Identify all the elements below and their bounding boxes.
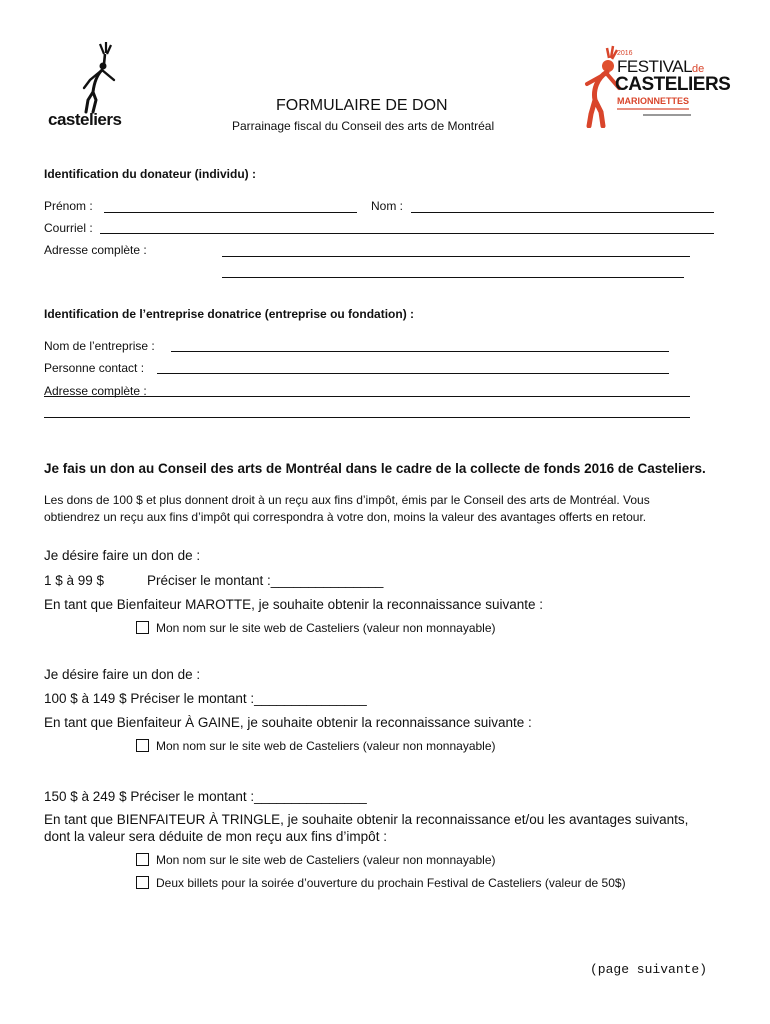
- puppet-icon: [44, 40, 124, 114]
- logo-text: casteliers: [48, 110, 122, 129]
- firstname-label: Prénom :: [44, 199, 93, 213]
- festival-sub: MARIONNETTES: [617, 96, 689, 106]
- donor-heading: Identification du donateur (individu) :: [44, 167, 256, 181]
- lastname-field[interactable]: [411, 212, 714, 213]
- tier3-option2-label: Deux billets pour la soirée d’ouverture du prochain Festival de Casteliers (valeur de 50$): [156, 876, 626, 890]
- info-paragraph-1: Les dons de 100 $ et plus donnent droit à un reçu aux fins d’impôt, émis par le Conseil des arts de Montréal. Vous: [44, 493, 650, 507]
- page-subtitle: Parrainage fiscal du Conseil des arts de Montréal: [232, 119, 495, 133]
- contact-label: Personne contact :: [44, 361, 145, 375]
- tier1-range: 1 $ à 99 $: [44, 573, 105, 588]
- lastname-label: Nom :: [371, 199, 404, 213]
- tier3-amount-field[interactable]: 150 $ à 249 $ Préciser le montant :_______________: [44, 789, 367, 804]
- email-label: Courriel :: [44, 221, 93, 235]
- tier2-recognition: En tant que Bienfaiteur À GAINE, je souhaite obtenir la reconnaissance suivante :: [44, 715, 532, 730]
- casteliers-logo: [44, 40, 124, 132]
- tier3-option1-checkbox[interactable]: [136, 853, 149, 866]
- tier2-option1-checkbox[interactable]: [136, 739, 149, 752]
- tier1-option1-label: Mon nom sur le site web de Casteliers (valeur non monnayable): [156, 621, 496, 635]
- tier1-wish: Je désire faire un don de :: [44, 548, 201, 563]
- company-address-field-2[interactable]: [44, 417, 690, 418]
- page-title: FORMULAIRE DE DON: [276, 97, 448, 114]
- tier2-amount-field[interactable]: 100 $ à 149 $ Préciser le montant :_______________: [44, 691, 367, 706]
- address-label: Adresse complète :: [44, 243, 147, 257]
- tier2-wish: Je désire faire un don de :: [44, 667, 201, 682]
- next-page-note: (page suivante): [590, 962, 708, 977]
- tier3-recognition-1: En tant que BIENFAITEUR À TRINGLE, je souhaite obtenir la reconnaissance et/ou les avantages suivants,: [44, 812, 689, 827]
- company-heading: Identification de l’entreprise donatrice (entreprise ou fondation) :: [44, 307, 415, 321]
- tier3-option1-label: Mon nom sur le site web de Casteliers (valeur non monnayable): [156, 853, 496, 867]
- tier3-recognition-2: dont la valeur sera déduite de mon reçu aux fins d’impôt :: [44, 829, 387, 844]
- festival-fineprint: [617, 108, 689, 110]
- company-address-label: Adresse complète :: [44, 384, 147, 398]
- info-paragraph-2: obtiendrez un reçu aux fins d’impôt qui correspondra à votre don, moins la valeur des avantages offerts en retour.: [44, 510, 647, 524]
- contact-field[interactable]: [157, 373, 669, 374]
- festival-year: 2016: [617, 50, 633, 57]
- tier1-recognition: En tant que Bienfaiteur MAROTTE, je souhaite obtenir la reconnaissance suivante :: [44, 597, 544, 612]
- festival-word: FESTIVAL: [617, 57, 693, 76]
- address-field-2[interactable]: [222, 277, 684, 278]
- address-field-1[interactable]: [222, 256, 690, 257]
- festival-de: de: [692, 63, 705, 75]
- company-name-label: Nom de l’entreprise :: [44, 339, 155, 353]
- tier1-option1-checkbox[interactable]: [136, 621, 149, 634]
- email-field[interactable]: [100, 233, 714, 234]
- tier1-amount-field[interactable]: Préciser le montant :_______________: [147, 573, 384, 588]
- festival-fineprint-2: [643, 114, 691, 116]
- company-name-field[interactable]: [171, 351, 669, 352]
- tier2-option1-label: Mon nom sur le site web de Casteliers (valeur non monnayable): [156, 739, 496, 753]
- festival-name: CASTELIERS: [615, 74, 731, 95]
- tier3-option2-checkbox[interactable]: [136, 876, 149, 889]
- festival-logo: [583, 44, 731, 130]
- company-address-field-1[interactable]: [44, 396, 690, 397]
- donation-heading: Je fais un don au Conseil des arts de Montréal dans le cadre de la collecte de fonds 2016 de Casteliers.: [44, 461, 706, 476]
- firstname-field[interactable]: [104, 212, 357, 213]
